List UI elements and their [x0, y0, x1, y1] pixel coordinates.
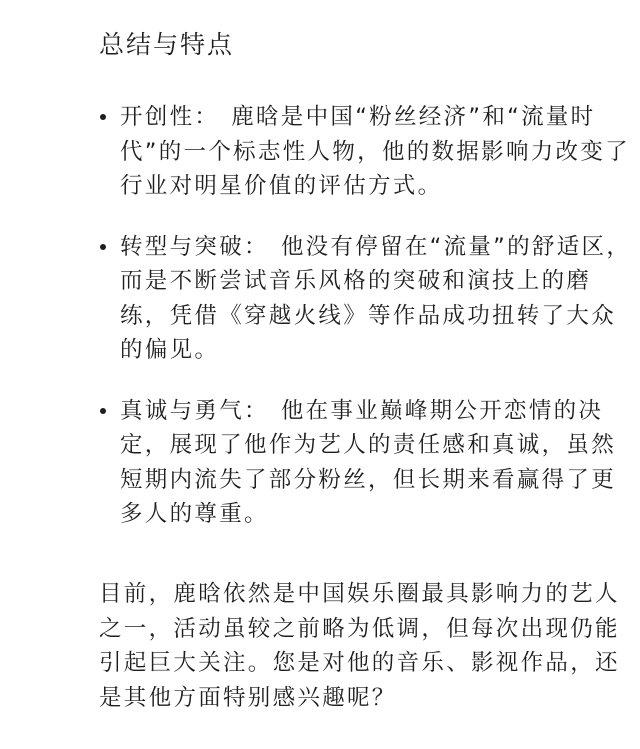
bullet-dot-icon	[100, 244, 106, 250]
section-heading: 总结与特点	[99, 30, 235, 59]
bullet-dot-icon	[100, 408, 106, 414]
bullet-item-pioneering	[96, 100, 636, 204]
bullet-item-sincerity	[96, 394, 636, 532]
bullet-label: 真诚与勇气：	[120, 397, 269, 424]
closing-paragraph: 目前，鹿晗依然是中国娱乐圈最具影响力的艺人之一，活动虽较之前略为低调，但每次出现仍能引起巨大关注。您是对他的音乐、影视作品，还是其他方面特别感兴趣呢？	[99, 581, 620, 711]
bullet-item-transformation	[96, 230, 636, 368]
bullet-label: 开创性：	[120, 104, 220, 130]
bullet-text: 他没有停留在“流量”的舒适区，而是不断尝试音乐风格的突破和演技上的磨练，凭借《穿越火线》等作品成功扭转了大众的偏见。	[120, 233, 632, 363]
bullet-dot-icon	[100, 114, 106, 120]
bullet-text: 鹿晗是中国“粉丝经济”和“流量时代”的一个标志性人物，他的数据影响力改变了行业对明星价值的评估方式。	[120, 104, 630, 199]
bullet-label: 转型与突破：	[120, 233, 269, 260]
bullet-text: 他在事业巅峰期公开恋情的决定，展现了他作为艺人的责任感和真诚，虽然短期内流失了部分粉丝，但长期来看赢得了更多人的尊重。	[120, 397, 617, 527]
bullet-list	[96, 100, 636, 532]
